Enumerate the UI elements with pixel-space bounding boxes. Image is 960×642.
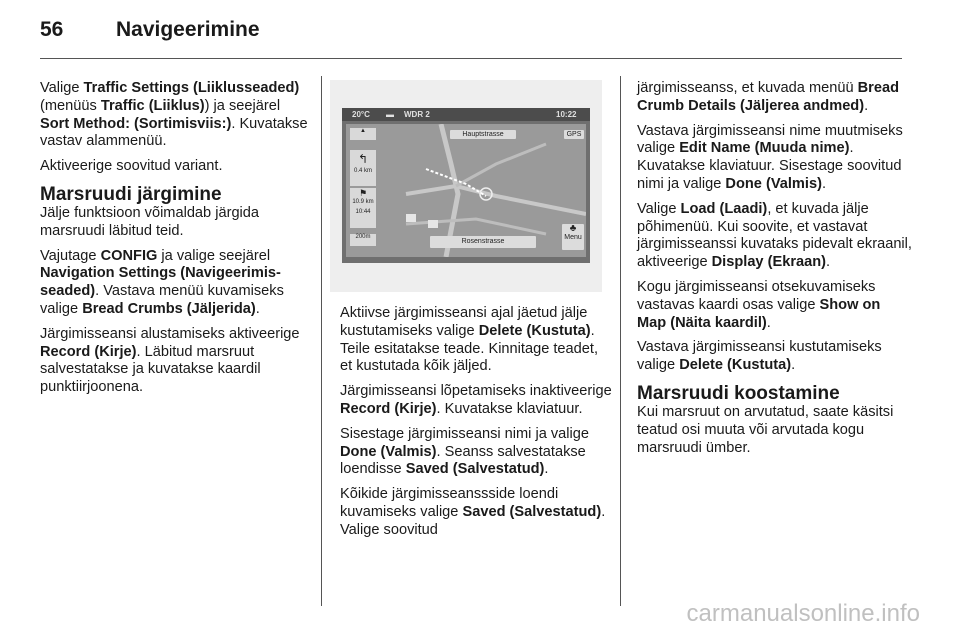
text-run: Järgimisseansi lõpetamiseks inaktiveerige [340, 383, 612, 400]
column-divider-2 [620, 76, 621, 606]
gps-indicator: GPS [564, 130, 584, 139]
text-run: Aktiivse järgimisseansi ajal jäetud jälje kustutamiseks valige [340, 305, 588, 339]
flag-icon: ⚑ [358, 188, 368, 198]
street-label-bottom: Rosenstrasse [430, 236, 536, 248]
temperature: 20°C [352, 110, 370, 119]
menu-button[interactable] [562, 224, 584, 250]
trip-info-panel [350, 188, 376, 228]
section-heading: Marsruudi koostamine [637, 382, 840, 404]
menu-term: Load (Laadi) [680, 200, 768, 217]
menu-term: Traffic Settings (Liiklusseaded) [83, 80, 300, 96]
text-run: ) ja seejärel [204, 97, 281, 114]
text-run: . [766, 314, 771, 331]
paragraph [40, 80, 312, 151]
nav-display [342, 108, 590, 263]
menu-term: Record (Kirje) [40, 343, 137, 360]
menu-term: Edit Name (Muuda nime) [679, 140, 850, 157]
text-run: . Läbitud marsruut salvestatakse ja kuvatakse kaardil punktiirjoonena. [40, 343, 261, 396]
text-run: . Teile esitatakse teade. Kinnitage teadet, et kustutada kõik jäljed. [340, 322, 598, 375]
text-run: Kõikide järgimisseanssside loendi kuvamiseks valige [340, 486, 559, 520]
paragraph [40, 248, 312, 319]
distance-next-turn: 0.4 km [353, 168, 372, 174]
text-run: . [255, 300, 260, 317]
paragraph [340, 383, 612, 419]
paragraph [340, 426, 612, 479]
menu-term: Done (Valmis) [340, 443, 437, 460]
column-2 [340, 305, 612, 547]
menu-term: Bread Crumb Details (Jäljerea andmed) [637, 80, 900, 114]
section-heading: Marsruudi järgimine [40, 183, 222, 205]
arrival-time: 10:44 [355, 209, 371, 215]
text-run: . [791, 357, 796, 374]
text-run: Valige [637, 200, 681, 217]
menu-term: Saved (Salvestatud) [405, 461, 545, 478]
text-run: . Kuvatakse klaviatuur. Sisestage soovitud nimi ja valige [637, 140, 902, 192]
text-run: , et kuvada jälje põhimenüü. Kui soovite, et vastavat järgimisseanssi kuvataks pidevalt ekraanil, aktiveerige [637, 200, 912, 271]
text-run: Vastava järgimisseansi nime muutmiseks valige [637, 122, 903, 157]
paragraph [637, 279, 912, 332]
menu-term: Navigation Settings (Navigeerimis-seaded) [40, 265, 281, 300]
header-rule [40, 58, 902, 59]
menu-term: Traffic (Liiklus) [100, 97, 205, 114]
menu-term: Delete (Kustuta) [478, 322, 591, 339]
text-run: . Seanss salvestatakse loendisse [340, 443, 586, 478]
paragraph: Jälje funktsioon võimaldab järgida marsruudi läbitud teid. [40, 204, 260, 239]
paragraph [637, 201, 912, 272]
text-run: Kogu järgimisseansi otsekuvamiseks vastavas kaardi osas valige [637, 278, 876, 313]
menu-term: Sort Method: (Sortimisviis:) [40, 115, 232, 132]
page-title: Navigeerimine [116, 18, 260, 41]
text-run: Vajutage [40, 247, 101, 264]
paragraph [637, 123, 912, 194]
text-run: järgimisseanss, et kuvada menüü [637, 80, 858, 96]
menu-term: Record (Kirje) [340, 400, 437, 417]
page-header [40, 18, 260, 48]
map-view [346, 124, 586, 257]
navigation-screenshot [330, 80, 602, 292]
text-run: Sisestage järgimisseansi nimi ja valige [340, 425, 590, 442]
text-run: Valige [40, 80, 84, 96]
column-divider-1 [321, 76, 322, 606]
menu-term: Bread Crumbs (Jäljerida) [82, 300, 256, 317]
nav-up-icon[interactable]: ▲ [350, 128, 376, 140]
paragraph: Kui marsruut on arvutatud, saate käsitsi teatud osi muuta või arvutada kogu marsruudi ümber. [637, 403, 894, 456]
radio-icon: ▬ [386, 110, 394, 119]
text-run: (menüüs [40, 97, 101, 114]
page-number: 56 [40, 18, 64, 41]
column-1 [40, 80, 312, 404]
paragraph: Aktiveerige soovitud variant. [40, 158, 223, 175]
menu-term: Display (Ekraan) [711, 254, 827, 271]
distance-remaining: 10.9 km [352, 199, 374, 205]
text-run: . [544, 461, 549, 478]
menu-term: Saved (Salvestatud) [462, 503, 602, 520]
turn-arrow-icon: ↰ [357, 152, 369, 166]
menu-term: Done (Valmis) [725, 175, 822, 192]
map-scale: 200m [350, 234, 376, 246]
paragraph [340, 486, 612, 539]
text-run: . [826, 254, 831, 271]
text-run: Järgimisseansi alustamiseks aktiveerige [40, 325, 300, 342]
radio-station: WDR 2 [404, 110, 430, 119]
turn-arrow-panel [350, 150, 376, 186]
menu-term: Show on Map (Näita kaardil) [637, 296, 881, 331]
paragraph [40, 326, 312, 397]
menu-label: Menu [564, 234, 582, 241]
column-3 [637, 80, 912, 464]
paragraph [637, 339, 912, 375]
text-run: . Vastava menüü kuvamiseks valige [40, 283, 284, 317]
watermark: carmanualsonline.info [686, 600, 920, 627]
text-run: . [821, 175, 826, 192]
text-run: . Kuvatakse vastav alammenüü. [40, 115, 308, 150]
menu-term: Delete (Kustuta) [679, 357, 792, 374]
text-run: ja valige seejärel [157, 247, 271, 264]
clock: 10:22 [556, 110, 577, 119]
menu-icon: ♣ [569, 223, 577, 234]
text-run: . [864, 97, 869, 114]
text-run: . Valige soovitud [340, 503, 606, 538]
paragraph [340, 305, 612, 376]
text-run: . Kuvatakse klaviatuur. [436, 400, 583, 417]
paragraph [637, 80, 912, 116]
menu-term: CONFIG [100, 247, 158, 264]
status-bar [342, 108, 590, 121]
text-run: Vastava järgimisseansi kustutamiseks valige [637, 339, 882, 374]
street-label-top: Hauptstrasse [450, 130, 516, 139]
